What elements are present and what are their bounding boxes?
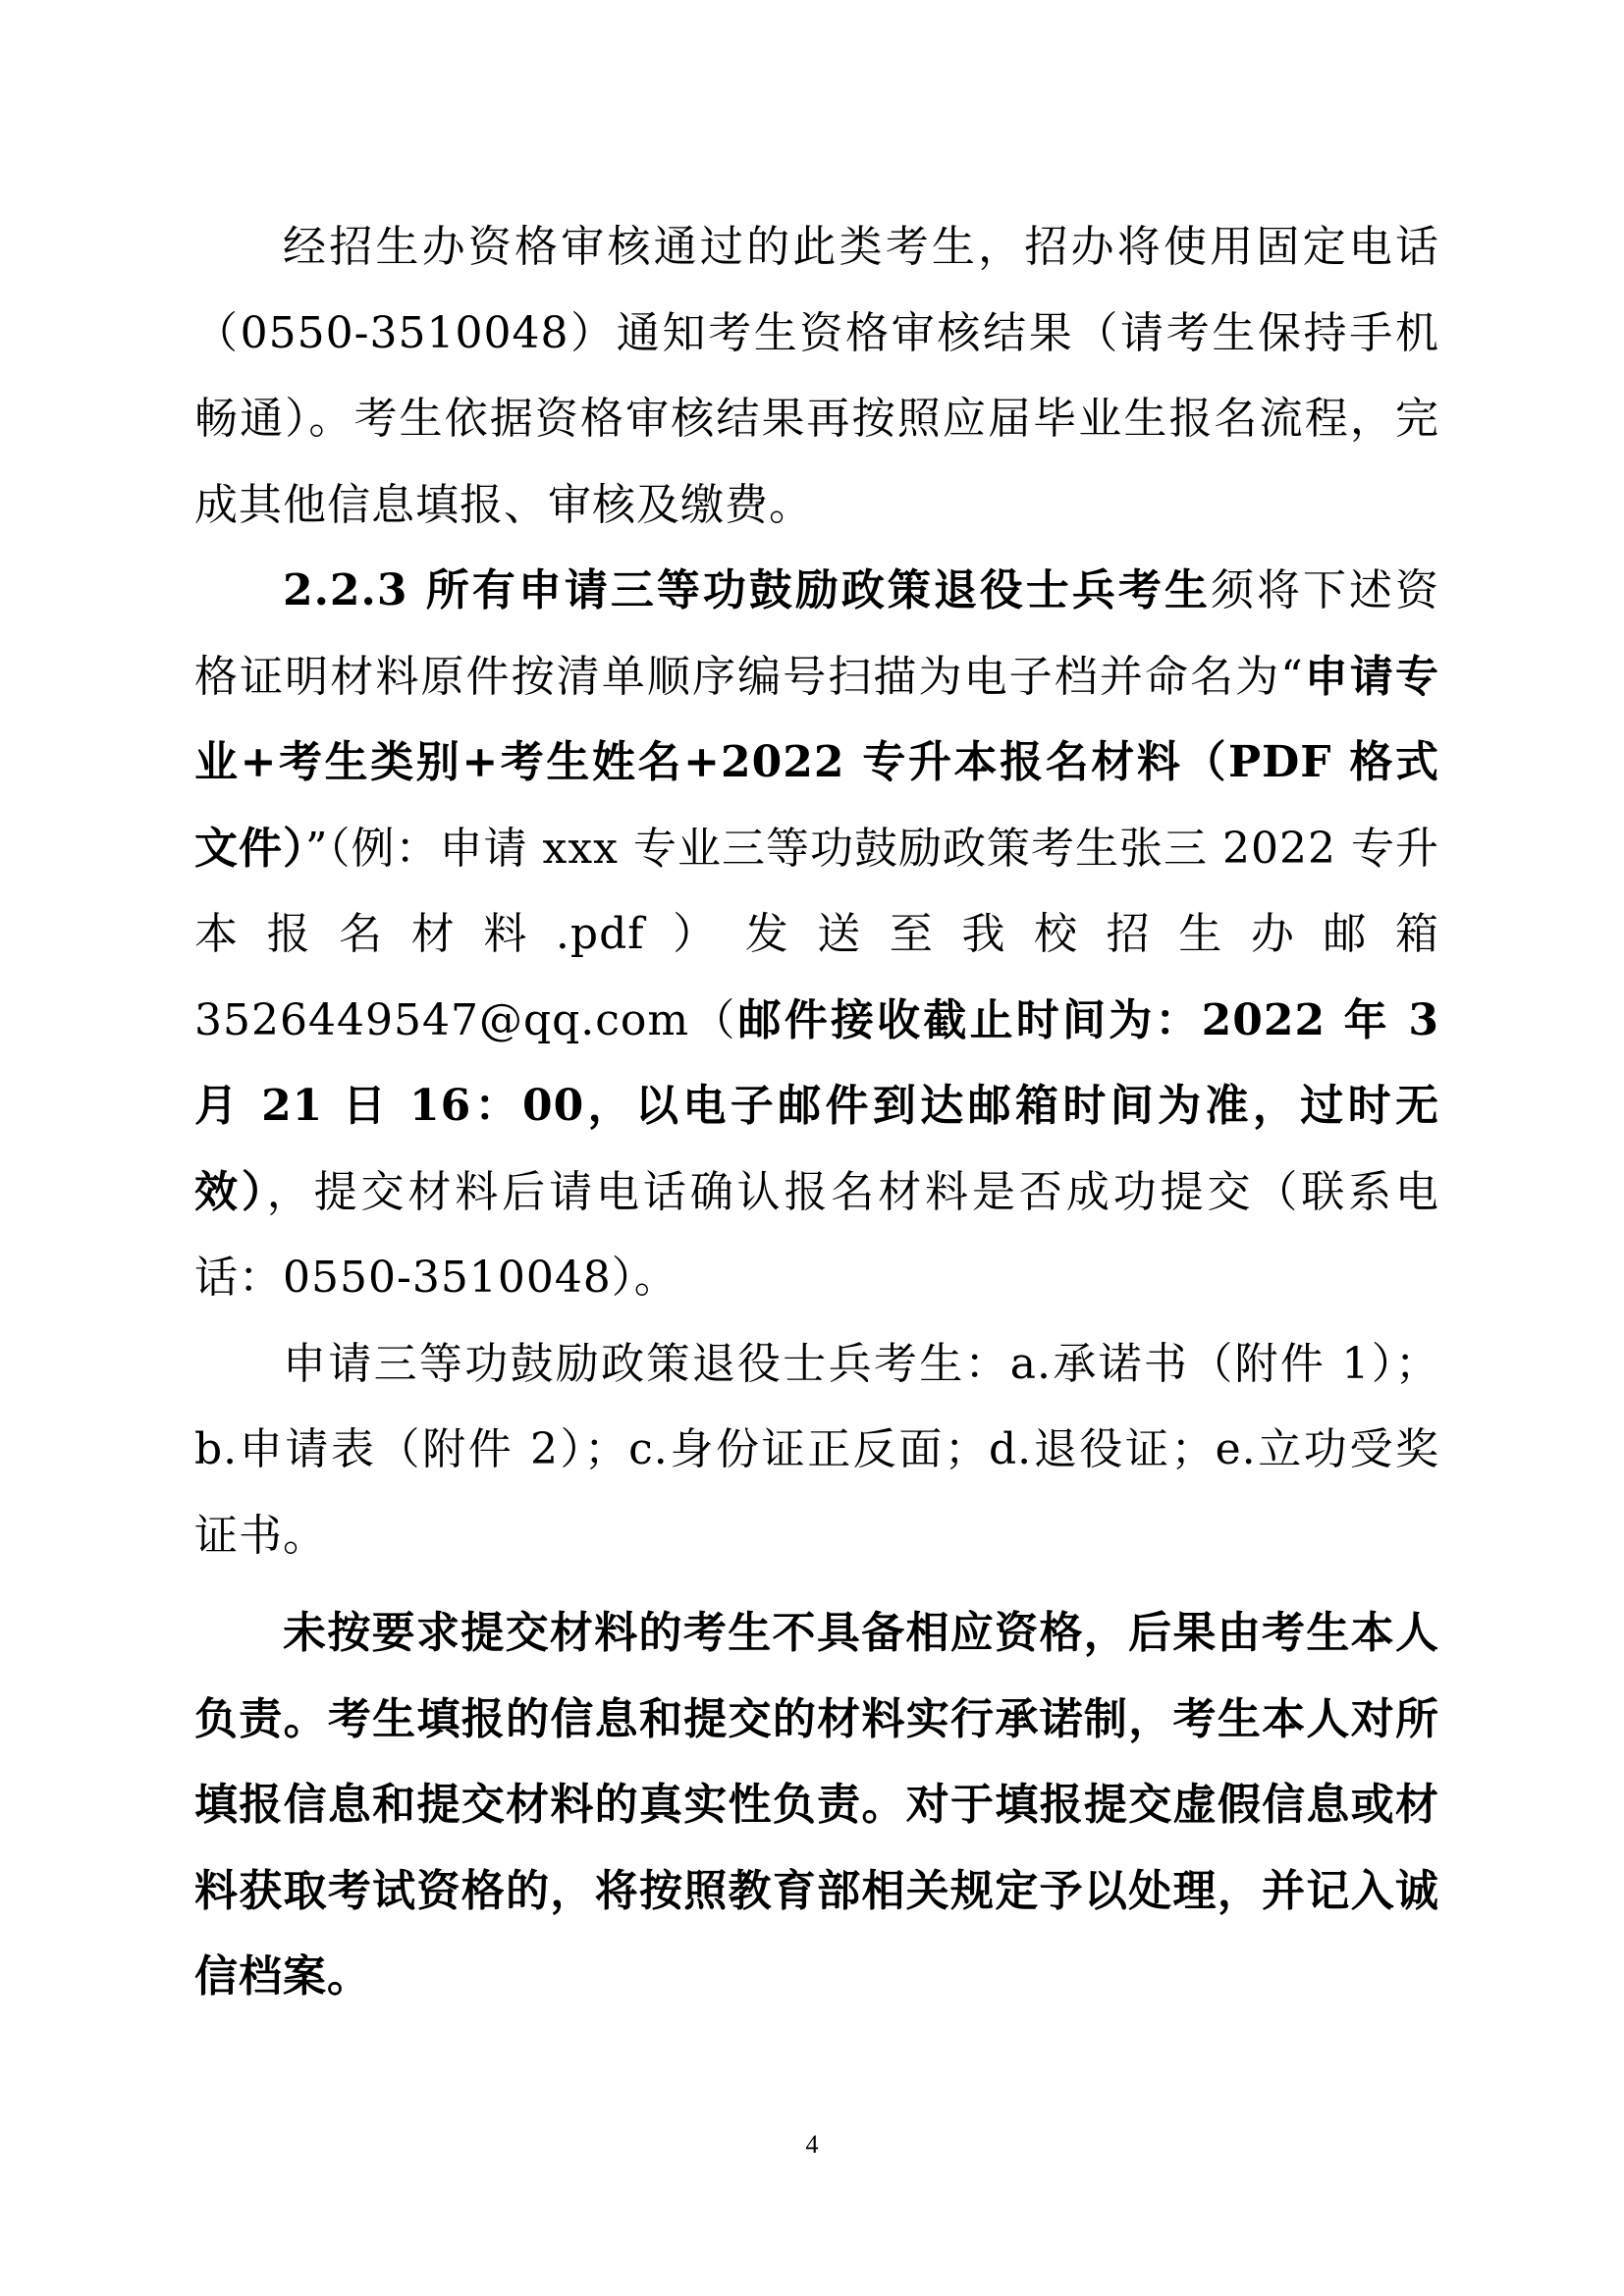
section-heading-2-2-3: 2.2.3 所有申请三等功鼓励政策退役士兵考生 bbox=[283, 565, 1211, 615]
paragraph-application-materials bbox=[194, 548, 1439, 1321]
example-and-email-text: ”（例：申请 xxx 专业三等功鼓励政策考生张三 2022 专升本报名材料.pdf）发送至我校招生办邮箱 3526449547@qq.com（ bbox=[194, 823, 1439, 1045]
document-body bbox=[194, 204, 1439, 2020]
paragraph-review-notice: 经招生办资格审核通过的此类考生，招办将使用固定电话（0550-3510048）通知考生资格审核结果（请考生保持手机畅通）。考生依据资格审核结果再按照应届毕业生报名流程，完成其他信息填报、审核及缴费。 bbox=[194, 222, 1439, 530]
paragraph-spacer bbox=[194, 1578, 1439, 1590]
paragraph-responsibility-warning: 未按要求提交材料的考生不具备相应资格，后果由考生本人负责。考生填报的信息和提交的材料实行承诺制，考生本人对所填报信息和提交材料的真实性负责。对于填报提交虚假信息或材料获取考试资格的，将按照教育部相关规定予以处理，并记入诚信档案。 bbox=[194, 1608, 1439, 2002]
deadline-notice: 邮件接收截止时间为：2022 年 3 月 21 日 16：00，以电子邮件到达邮箱时间为准，过时无效） bbox=[194, 994, 1439, 1217]
paragraph-materials-list: 申请三等功鼓励政策退役士兵考生：a.承诺书（附件 1）；b.申请表（附件 2）；c.身份证正反面；d.退役证；e.立功受奖证书。 bbox=[194, 1338, 1439, 1561]
file-naming-rule: 申请专业+考生类别+考生姓名+2022 专升本报名材料（PDF 格式文件） bbox=[194, 651, 1439, 874]
confirmation-phone-text: ，提交材料后请电话确认报名材料是否成功提交（联系电话：0550-3510048）。 bbox=[194, 1166, 1440, 1303]
page-number: 4 bbox=[805, 2130, 819, 2159]
materials-instruction-text: 须将下述资格证明材料原件按清单顺序编号扫描为电子档并命名为“ bbox=[194, 565, 1439, 702]
